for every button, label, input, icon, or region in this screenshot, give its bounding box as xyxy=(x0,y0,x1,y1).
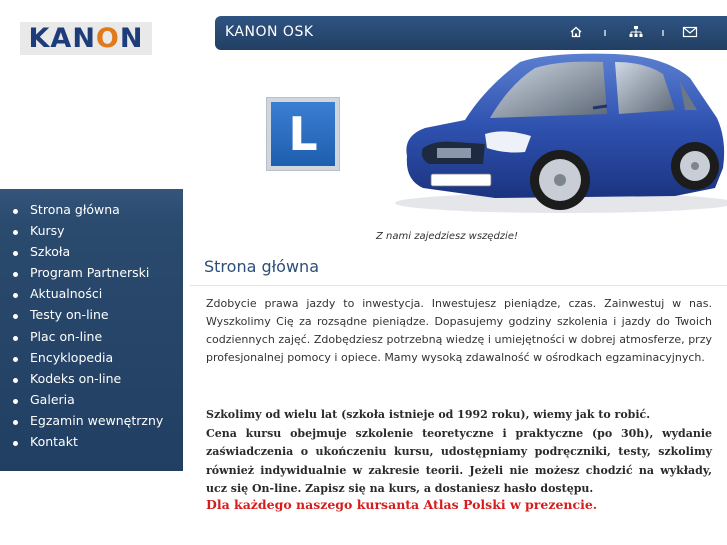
sidebar-item-label: Szkoła xyxy=(30,244,71,260)
bullet-icon xyxy=(13,209,18,214)
bullet-icon xyxy=(13,272,18,277)
sidebar-item-label: Kodeks on-line xyxy=(30,370,122,386)
top-bar xyxy=(215,16,727,50)
bullet-icon xyxy=(13,441,18,446)
sidebar-item-label: Kontakt xyxy=(30,434,78,450)
bullet-icon xyxy=(13,420,18,425)
badge-face xyxy=(271,102,335,166)
tagline: Z nami zajedziesz wszędzie! xyxy=(376,231,518,242)
course-info xyxy=(206,406,712,499)
sidebar-menu xyxy=(0,189,183,471)
sidebar-item-label: Testy on-line xyxy=(30,307,109,323)
mail-icon[interactable] xyxy=(682,24,698,40)
bullet-icon xyxy=(13,336,18,341)
intro-paragraph: Zdobycie prawa jazdy to inwestycja. Inwestujesz pieniądze, czas. Zainwestuj w nas. Wyszkolimy Cię za rozsądne pieniądze. Dopasujemy godziny szkolenia i jazdy do Twoich codziennych zajęć. Zdobędziesz potrzebną wiedzę i umiejętności w dobrej atmosferze, przy profesjonalnej pomocy i opiece. Mamy wysoką zdawalność w ośrodkach egzaminacyjnych. xyxy=(206,297,712,364)
site-title: KANON OSK xyxy=(225,24,314,40)
bullet-icon xyxy=(13,251,18,256)
sidebar-item-label: Program Partnerski xyxy=(30,265,150,281)
bullet-icon xyxy=(13,378,18,383)
course-info-line: Szkolimy od wielu lat (szkoła istnieje od 1992 roku), wiemy jak to robić. xyxy=(206,408,651,421)
home-icon[interactable] xyxy=(568,24,584,40)
sidebar-item-label: Strona główna xyxy=(30,202,120,217)
sidebar-item-label: Plac on-line xyxy=(30,328,103,344)
sidebar-item-label: Galeria xyxy=(30,391,75,407)
badge-letter: L xyxy=(288,107,318,161)
sidebar-item-label: Egzamin wewnętrzny xyxy=(30,412,164,428)
sidebar-item-label: Encyklopedia xyxy=(30,349,114,365)
kanon-logo[interactable] xyxy=(20,22,152,55)
course-info-line: Cena kursu obejmuje szkolenie teoretyczne i praktyczne (po 30h), wydanie zaświadczenia o ukończeniu kursu, udostępniamy podręczniki, testy, szkolimy również indywidualnie w zakresie teorii. Jeżeli nie możesz chodzić na wykłady, ucz się On-line. Zapisz się na kurs, a dostaniesz hasło dostępu. xyxy=(206,426,712,495)
divider xyxy=(190,285,727,286)
car-image xyxy=(345,48,727,214)
learner-badge xyxy=(266,97,340,171)
bullet-icon xyxy=(13,357,18,362)
sidebar-item-label: Aktualności xyxy=(30,286,103,302)
sidebar-item-label: Kursy xyxy=(30,223,65,239)
page-title: Strona główna xyxy=(204,257,319,276)
promo-text: Dla każdego naszego kursanta Atlas Polski w prezencie. xyxy=(206,497,598,512)
separator xyxy=(604,30,606,36)
sitemap-icon[interactable] xyxy=(628,24,644,40)
logo-text: KANON xyxy=(28,23,144,54)
bullet-icon xyxy=(13,230,18,235)
separator xyxy=(662,30,664,36)
bullet-icon xyxy=(13,314,18,319)
bullet-icon xyxy=(13,399,18,404)
bullet-icon xyxy=(13,293,18,298)
